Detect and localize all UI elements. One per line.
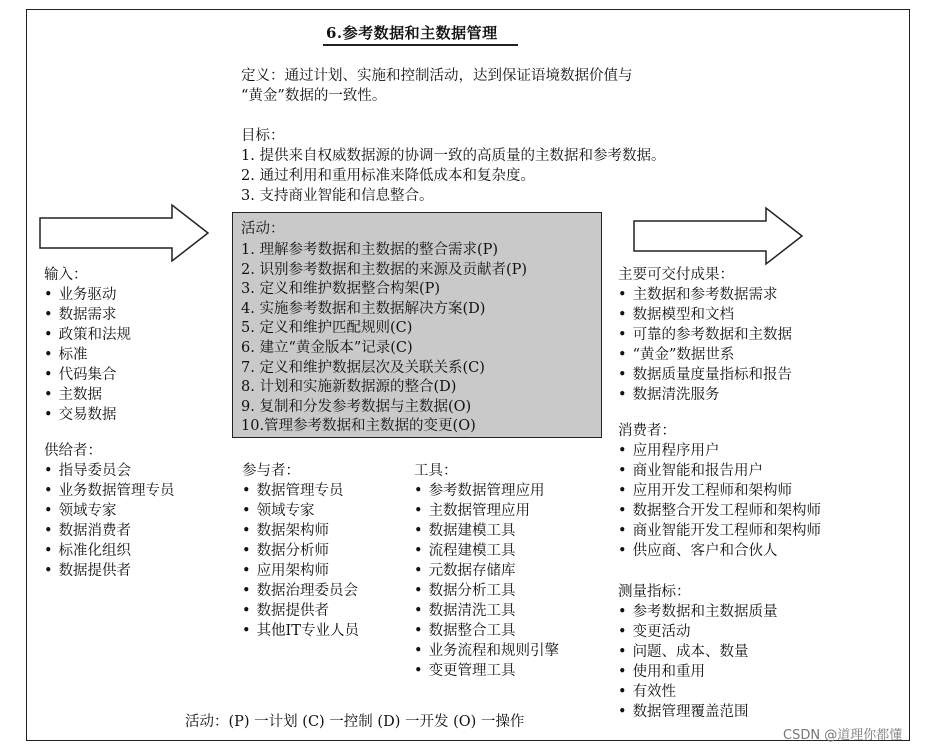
list-item: • 数据模型和文档 bbox=[618, 305, 792, 325]
consumers-heading: 消费者： bbox=[618, 423, 676, 439]
list-item: • 标准化组织 bbox=[44, 541, 175, 561]
list-item: • 参考数据和主数据质量 bbox=[618, 602, 778, 622]
activities-heading: 活动： bbox=[241, 221, 285, 237]
activity-item: 5. 定义和维护匹配规则(C) bbox=[241, 320, 413, 337]
list-item: • 领域专家 bbox=[44, 501, 175, 521]
list-item: • 商业智能开发工程师和架构师 bbox=[618, 521, 821, 541]
list-item: • 有效性 bbox=[618, 682, 778, 702]
list-item: • 数据架构师 bbox=[242, 521, 359, 541]
input-arrow bbox=[40, 205, 210, 261]
list-item: • 业务流程和规则引擎 bbox=[414, 641, 559, 661]
list-item: • 数据提供者 bbox=[242, 601, 359, 621]
list-item: • 数据需求 bbox=[44, 305, 131, 325]
metrics-heading: 测量指标： bbox=[618, 584, 691, 600]
list-item: • 数据清洗服务 bbox=[618, 385, 792, 405]
list-item: • 参考数据管理应用 bbox=[414, 481, 559, 501]
list-item: • 标准 bbox=[44, 345, 131, 365]
activity-item: 10.管理参考数据和主数据的变更(O) bbox=[241, 418, 476, 435]
inputs-heading: 输入： bbox=[44, 267, 88, 283]
list-item: • 可靠的参考数据和主数据 bbox=[618, 325, 792, 345]
list-item: • 变更活动 bbox=[618, 622, 778, 642]
list-item: • 主数据管理应用 bbox=[414, 501, 559, 521]
list-item: • 数据整合开发工程师和架构师 bbox=[618, 501, 821, 521]
deliverables-section bbox=[618, 265, 792, 405]
list-item: • 供应商、客户和合伙人 bbox=[618, 541, 821, 561]
goals-heading: 目标： bbox=[241, 128, 285, 144]
list-item: • 数据治理委员会 bbox=[242, 581, 359, 601]
list-item: • 数据提供者 bbox=[44, 561, 175, 581]
list-item: • 应用开发工程师和架构师 bbox=[618, 481, 821, 501]
tools-heading: 工具： bbox=[414, 463, 458, 479]
goal-item: 3. 支持商业智能和信息整合。 bbox=[241, 188, 434, 204]
list-item: • 数据整合工具 bbox=[414, 621, 559, 641]
list-item: • 元数据存储库 bbox=[414, 561, 559, 581]
activity-item: 1. 理解参考数据和主数据的整合需求(P) bbox=[241, 242, 499, 258]
goals-section bbox=[241, 126, 665, 206]
list-item: • 数据清洗工具 bbox=[414, 601, 559, 621]
list-item: • 数据管理专员 bbox=[242, 481, 359, 501]
output-arrow bbox=[634, 208, 804, 264]
list-item: • 代码集合 bbox=[44, 365, 131, 385]
list-item: • 业务数据管理专员 bbox=[44, 481, 175, 501]
suppliers-section bbox=[44, 441, 175, 581]
activity-item: 4. 实施参考数据和主数据解决方案(D) bbox=[241, 300, 486, 317]
activity-item: 2. 识别参考数据和主数据的来源及贡献者(P) bbox=[241, 261, 528, 278]
activity-item: 8. 计划和实施新数据源的整合(D) bbox=[241, 379, 457, 396]
list-item: • 应用程序用户 bbox=[618, 441, 821, 461]
list-item: • 变更管理工具 bbox=[414, 661, 559, 681]
list-item: • 主数据 bbox=[44, 385, 131, 405]
list-item: • 问题、成本、数量 bbox=[618, 642, 778, 662]
metrics-section bbox=[618, 582, 778, 722]
list-item: • 其他IT专业人员 bbox=[242, 621, 359, 641]
activity-item: 9. 复制和分发参考数据与主数据(O) bbox=[241, 398, 472, 415]
list-item: • 指导委员会 bbox=[44, 461, 175, 481]
list-item: • 数据分析工具 bbox=[414, 581, 559, 601]
definition-line-2: “黄金”数据的一致性。 bbox=[241, 88, 387, 104]
activity-item: 7. 定义和维护数据层次及关联关系(C) bbox=[241, 359, 485, 376]
list-item: • 使用和重用 bbox=[618, 662, 778, 682]
list-item: • 数据分析师 bbox=[242, 541, 359, 561]
participants-heading: 参与者： bbox=[242, 463, 300, 479]
list-item: • 交易数据 bbox=[44, 405, 131, 425]
goal-item: 2. 通过利用和重用标准来降低成本和复杂度。 bbox=[241, 168, 535, 184]
participants-section bbox=[242, 461, 359, 641]
activity-item: 3. 定义和维护数据整合构架(P) bbox=[241, 281, 441, 298]
inputs-section bbox=[44, 265, 131, 425]
list-item: • “黄金”数据世系 bbox=[618, 345, 792, 365]
list-item: • 业务驱动 bbox=[44, 285, 131, 305]
list-item: • 领域专家 bbox=[242, 501, 359, 521]
list-item: • 流程建模工具 bbox=[414, 541, 559, 561]
list-item: • 应用架构师 bbox=[242, 561, 359, 581]
list-item: • 政策和法规 bbox=[44, 325, 131, 345]
watermark: CSDN @道理你都懂 bbox=[783, 728, 903, 743]
activities-box bbox=[232, 212, 602, 438]
consumers-section bbox=[618, 421, 821, 561]
tools-section bbox=[414, 461, 559, 681]
activity-item: 6. 建立“黄金版本”记录(C) bbox=[241, 339, 413, 356]
list-item: • 商业智能和报告用户 bbox=[618, 461, 821, 481]
suppliers-heading: 供给者： bbox=[44, 443, 102, 459]
title-underline bbox=[323, 44, 518, 46]
definition-line-1: 定义：通过计划、实施和控制活动，达到保证语境数据价值与 bbox=[241, 68, 633, 84]
goal-item: 1. 提供来自权威数据源的协调一致的高质量的主数据和参考数据。 bbox=[241, 148, 666, 164]
deliverables-heading: 主要可交付成果： bbox=[618, 267, 734, 283]
list-item: • 主数据和参考数据需求 bbox=[618, 285, 792, 305]
list-item: • 数据质量度量指标和报告 bbox=[618, 365, 792, 385]
activity-legend: 活动：(P) 一计划 (C) 一控制 (D) 一开发 (O) 一操作 bbox=[185, 714, 525, 730]
list-item: • 数据管理覆盖范围 bbox=[618, 702, 778, 722]
list-item: • 数据建模工具 bbox=[414, 521, 559, 541]
diagram-title: 6.参考数据和主数据管理 bbox=[326, 24, 498, 42]
list-item: • 数据消费者 bbox=[44, 521, 175, 541]
